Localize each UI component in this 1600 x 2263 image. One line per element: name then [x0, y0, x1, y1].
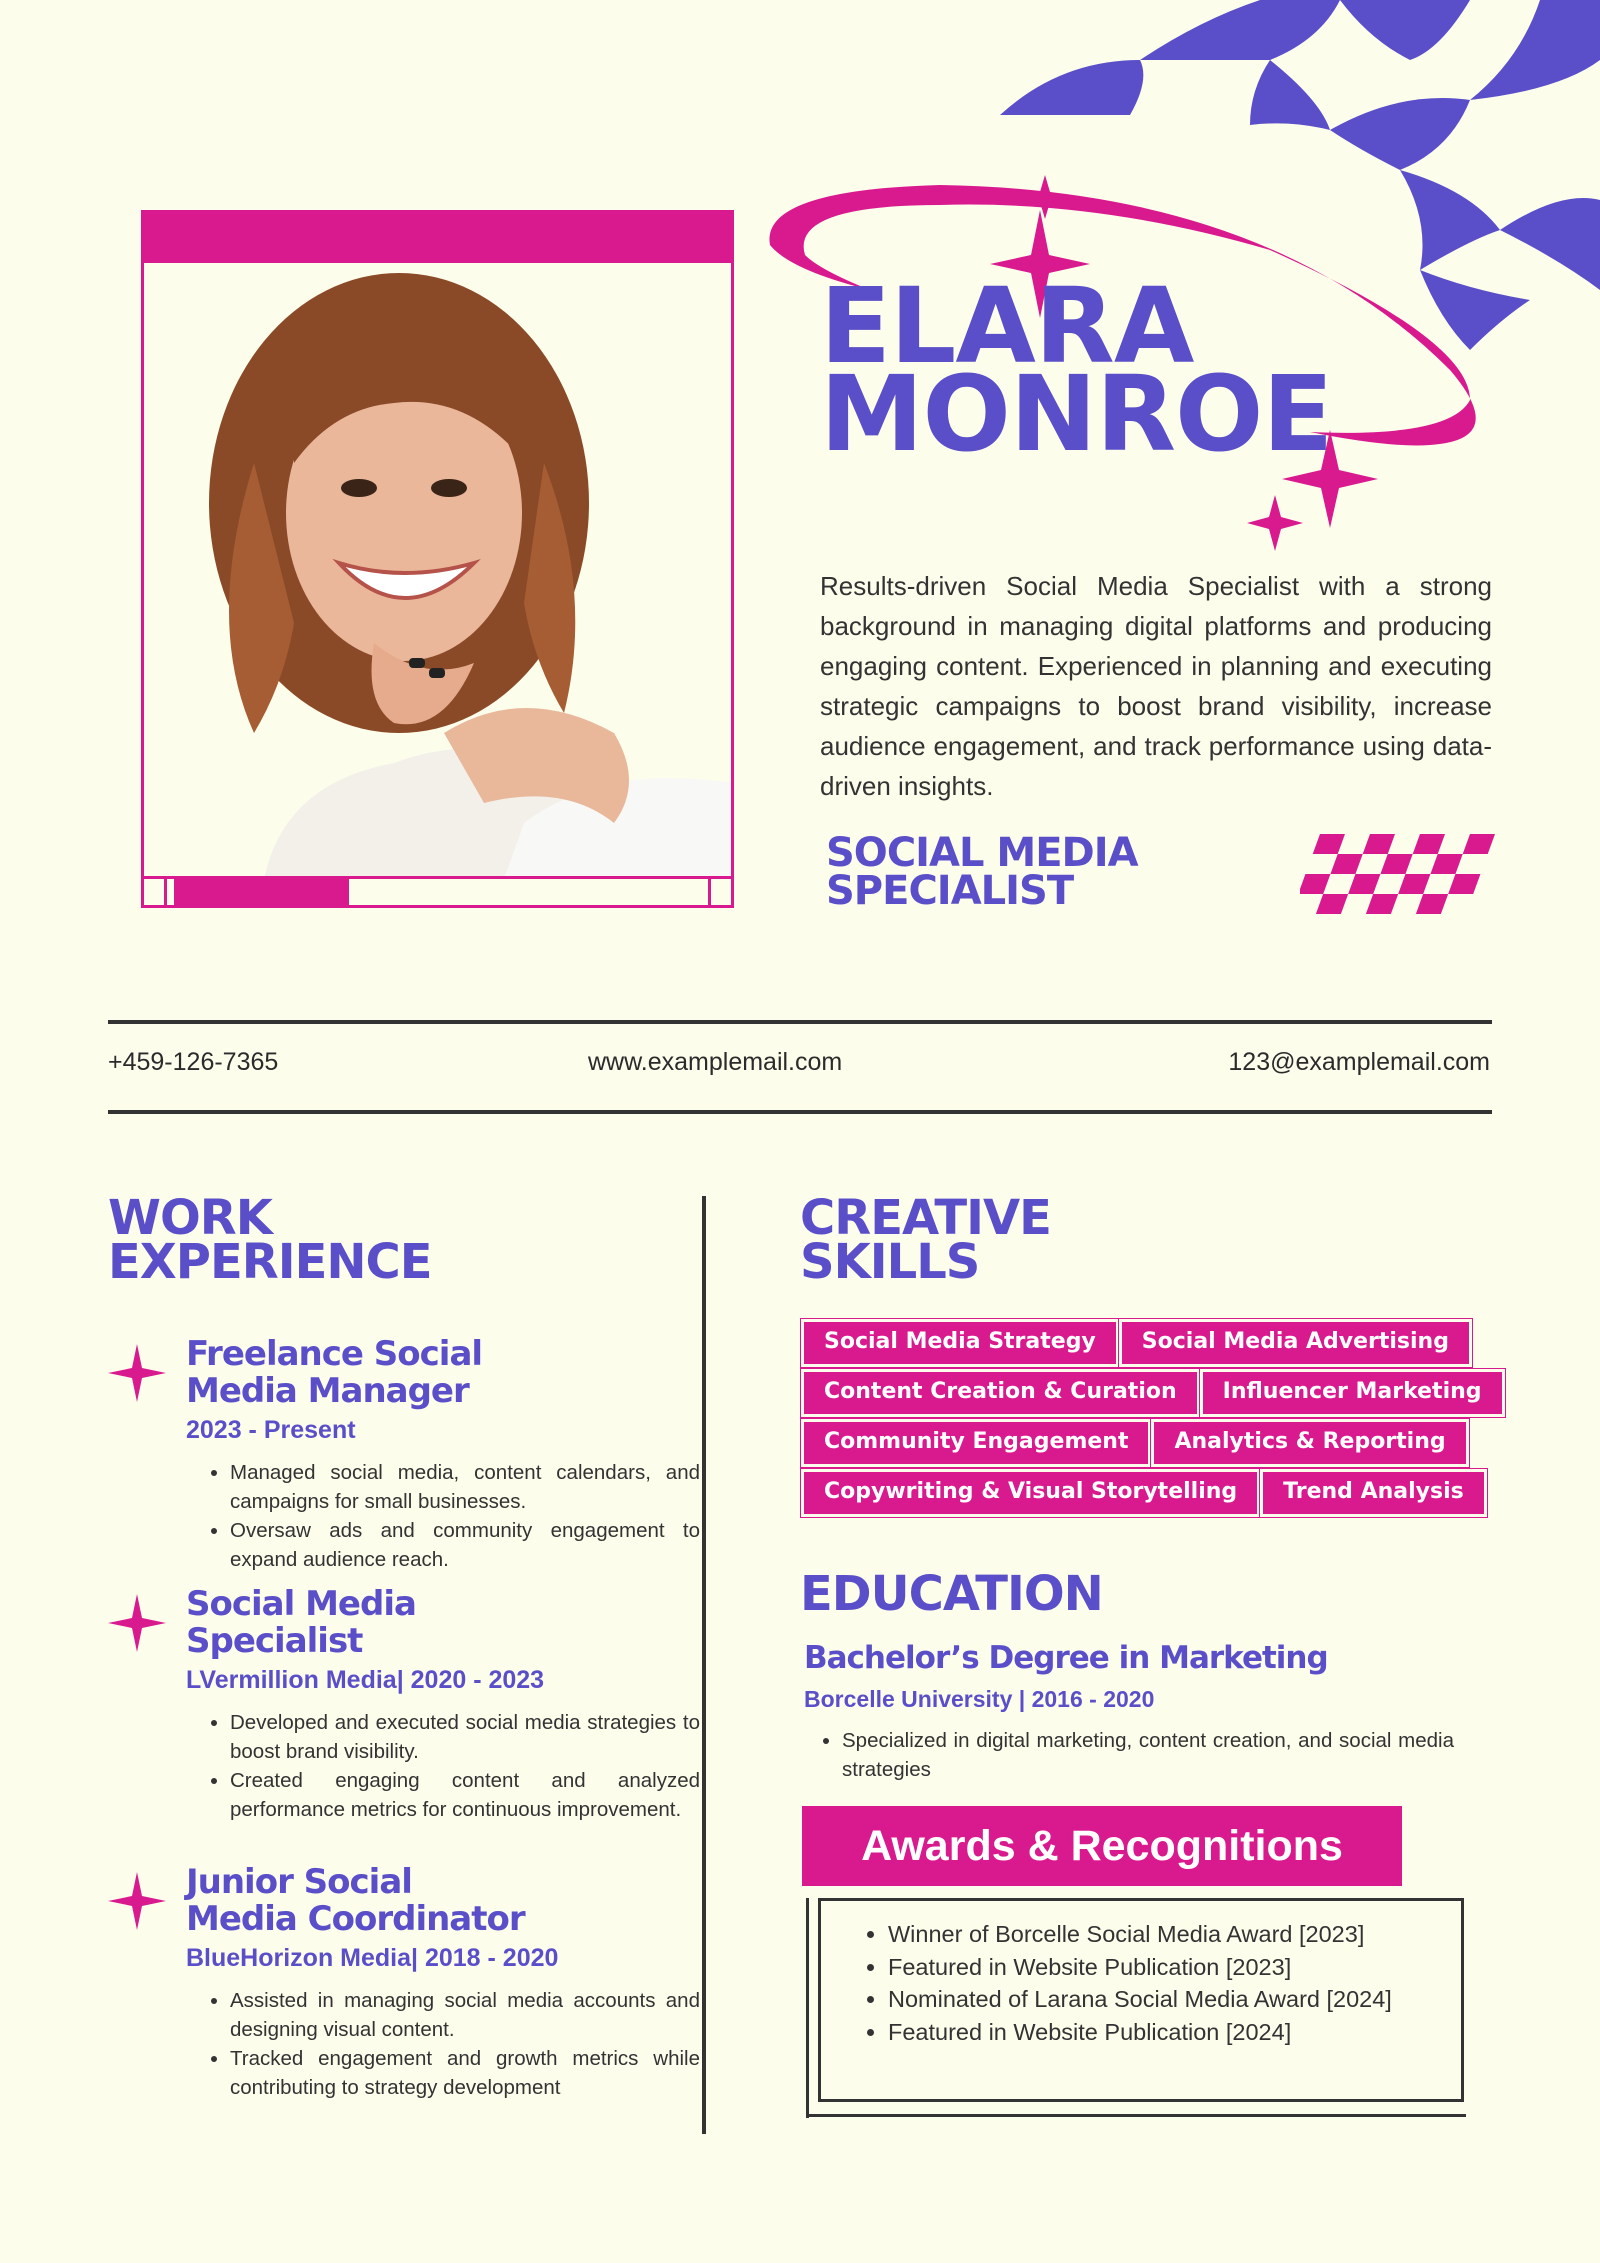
- creative-skills-heading: CREATIVE SKILLS: [800, 1190, 1051, 1290]
- skill-tag: Copywriting & Visual Storytelling: [804, 1472, 1257, 1514]
- job-entry-1: [108, 1334, 700, 1576]
- sparkle-icon: [108, 1594, 166, 1652]
- award-item: • Nominated of Larana Social Media Award [2024]: [888, 1983, 1458, 2016]
- sparkle-icon: [108, 1344, 166, 1402]
- award-item: • Featured in Website Publication [2024]: [888, 2016, 1458, 2049]
- contact-top-rule: [108, 1020, 1492, 1024]
- job-bullets: • Managed social media, content calendars, and campaigns for small businesses. • Oversaw ads and community engagement to expand audience reach.: [204, 1458, 700, 1574]
- job-entry-2: [108, 1584, 700, 1846]
- column-divider: [702, 1196, 706, 2134]
- contact-email[interactable]: 123@examplemail.com: [1228, 1048, 1490, 1076]
- decorative-checker-small: [1300, 834, 1500, 914]
- work-experience-heading: WORK EXPERIENCE: [108, 1190, 432, 1290]
- awards-box-shadow: [806, 2114, 1466, 2117]
- profile-photo: [144, 263, 731, 879]
- education-bullets: • Specialized in digital marketing, content creation, and social media strategies: [816, 1726, 1454, 1784]
- award-item: • Featured in Website Publication [2023]: [888, 1951, 1458, 1984]
- skill-tag: Community Engagement: [804, 1422, 1148, 1464]
- person-name: [820, 265, 1333, 475]
- profile-summary: Results-driven Social Media Specialist with a strong background in managing digital platforms and producing engaging content. Experienced in planning and executing strategic campaigns to boost brand visibility, increase audience engagement, and track performance using data-driven insights.: [820, 571, 1492, 801]
- job-role: Social Media Specialist: [186, 1584, 416, 1661]
- skill-tag: Analytics & Reporting: [1154, 1422, 1465, 1464]
- skills-tags: [804, 1322, 1504, 1522]
- skill-tag: Influencer Marketing: [1203, 1372, 1502, 1414]
- awards-box-shadow: [806, 1898, 809, 2118]
- last-name: MONROE: [820, 353, 1333, 475]
- education-school: Borcelle University | 2016 - 2020: [804, 1686, 1155, 1712]
- skills-row: [804, 1422, 1504, 1464]
- skill-tag: Social Media Strategy: [804, 1322, 1116, 1364]
- job-title: SOCIAL MEDIA SPECIALIST: [826, 830, 1138, 914]
- award-item: • Winner of Borcelle Social Media Award [2023]: [888, 1918, 1458, 1951]
- contact-website[interactable]: www.examplemail.com: [588, 1048, 843, 1076]
- job-entry-3: [108, 1862, 700, 2104]
- skill-tag: Social Media Advertising: [1122, 1322, 1469, 1364]
- skills-row: [804, 1372, 1504, 1414]
- contact-phone[interactable]: +459-126-7365: [108, 1048, 279, 1076]
- job-role: Junior Social Media Coordinator: [186, 1862, 525, 1939]
- education-degree: Bachelor’s Degree in Marketing: [804, 1640, 1328, 1676]
- job-meta: BlueHorizon Media| 2018 - 2020: [186, 1944, 559, 1972]
- job-meta: 2023 - Present: [186, 1416, 356, 1444]
- skill-tag: Content Creation & Curation: [804, 1372, 1197, 1414]
- awards-heading: Awards & Recognitions: [802, 1806, 1402, 1886]
- skills-row: [804, 1472, 1504, 1514]
- photo-frame-bottom-bar: [144, 876, 731, 905]
- first-name: ELARA: [820, 265, 1194, 387]
- profile-photo-frame: [141, 210, 734, 908]
- photo-frame-top-bar: [144, 213, 731, 263]
- job-role: Freelance Social Media Manager: [186, 1334, 483, 1411]
- job-meta: LVermillion Media| 2020 - 2023: [186, 1666, 545, 1694]
- education-heading: EDUCATION: [800, 1566, 1103, 1622]
- awards-list: [862, 1918, 1458, 2048]
- contact-bottom-rule: [108, 1110, 1492, 1114]
- sparkle-icon: [108, 1872, 166, 1930]
- skills-row: [804, 1322, 1504, 1364]
- job-bullets: • Developed and executed social media strategies to boost brand visibility. • Created engaging content and analyzed performance metrics for continuous improvement.: [204, 1708, 700, 1824]
- skill-tag: Trend Analysis: [1263, 1472, 1484, 1514]
- job-bullets: • Assisted in managing social media accounts and designing visual content. • Tracked engagement and growth metrics while contributing to strategy development: [204, 1986, 700, 2102]
